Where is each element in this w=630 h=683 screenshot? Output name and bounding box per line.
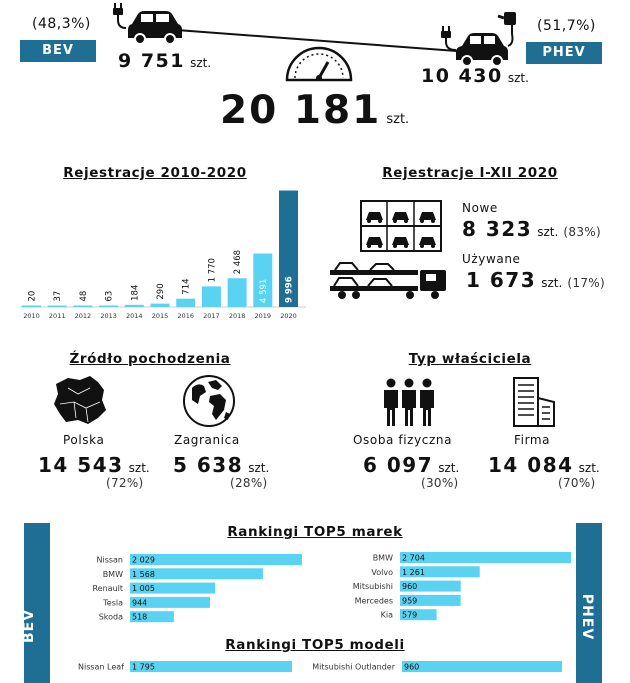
phev-count-unit: szt. — [507, 71, 529, 85]
bar-label-2011: 37 — [53, 290, 64, 302]
company-count-unit: szt. — [578, 461, 600, 475]
tick-2011: 2011 — [48, 312, 66, 320]
owner-title: Typ właściciela — [408, 351, 532, 367]
rank-category-bev-renault: Renault — [92, 584, 123, 594]
bar-label-2010: 20 — [27, 290, 38, 302]
bar-label-2016: 714 — [181, 278, 192, 295]
bar-label-2015: 290 — [156, 283, 166, 300]
rank-value-phev-mercedes: 959 — [402, 596, 418, 606]
tick-2016: 2016 — [177, 312, 194, 320]
rank-value-bev-nissan-leaf: 1 795 — [132, 662, 155, 672]
tick-2019: 2019 — [254, 312, 272, 320]
rank-value-bev-nissan: 2 029 — [132, 555, 155, 565]
rank-category-bev-bmw: BMW — [102, 569, 123, 579]
person-pct: (30%) — [421, 476, 459, 490]
used-count-value: 1 673 — [466, 268, 537, 292]
bev-count-value: 9 751 — [118, 50, 185, 72]
bev-tag: BEV — [20, 40, 96, 62]
tick-2020: 2020 — [280, 312, 297, 320]
used-pct: (17%) — [567, 276, 605, 290]
new-pct: (83%) — [563, 225, 601, 239]
bar-label-2014: 184 — [130, 284, 141, 301]
rank-bar-bev-nissan — [130, 554, 302, 565]
company-pct: (70%) — [558, 476, 596, 490]
bar-label-2019: 4 591 — [258, 278, 269, 303]
rank-value-phev-volvo: 1 261 — [402, 567, 425, 577]
new-count-value: 8 323 — [462, 217, 533, 241]
rank-value-bev-skoda: 518 — [132, 612, 148, 622]
bar-label-2013: 63 — [104, 290, 115, 302]
abroad-count-value: 5 638 — [173, 453, 244, 477]
rank-category-phev-mitsubishi: Mitsubishi — [352, 582, 393, 592]
bar-label-2020: 9 996 — [284, 276, 295, 303]
phev-count-value: 10 430 — [421, 65, 503, 87]
tick-2018: 2018 — [228, 312, 246, 320]
poland-count-unit: szt. — [128, 461, 150, 475]
rank-value-bev-bmw: 1 568 — [132, 569, 155, 579]
tick-2015: 2015 — [151, 312, 169, 320]
bev-count-unit: szt. — [190, 56, 212, 70]
total-unit: szt. — [386, 112, 410, 127]
rank-value-phev-bmw: 2 704 — [402, 553, 425, 563]
tick-2010: 2010 — [23, 312, 40, 320]
rank-value-phev-mitsubishi-outlander: 960 — [404, 662, 420, 672]
rank-value-bev-tesla: 944 — [132, 598, 148, 608]
company-count-value: 14 084 — [488, 453, 574, 477]
phev-share: (51,7%) — [537, 18, 596, 34]
abroad-pct: (28%) — [230, 476, 268, 490]
poland-label: Polska — [63, 433, 105, 447]
year2020-title: Rejestracje I-XII 2020 — [382, 165, 558, 181]
abroad-count-unit: szt. — [248, 461, 270, 475]
total-value: 20 181 — [220, 88, 382, 133]
rank-category-bev-nissan: Nissan — [96, 555, 123, 565]
phev-tag: PHEV — [526, 42, 602, 64]
rank-category-phev-bmw: BMW — [372, 553, 393, 563]
registrations-title: Rejestracje 2010-2020 — [63, 165, 247, 181]
used-label: Używane — [462, 252, 521, 266]
rank-category-bev-tesla: Tesla — [103, 598, 123, 608]
rank-bar-phev-bmw — [400, 552, 571, 563]
abroad-label: Zagranica — [174, 433, 240, 447]
poland-pct: (72%) — [106, 476, 144, 490]
used-count-unit: szt. — [541, 276, 563, 290]
rank-category-phev-kia: Kia — [380, 610, 393, 620]
phev-side-tab-label: PHEV — [579, 593, 596, 641]
new-count-unit: szt. — [537, 225, 559, 239]
tick-2014: 2014 — [126, 312, 143, 320]
rank-bar-phev-mitsubishi-outlander — [402, 661, 562, 672]
rank-category-phev-mercedes: Mercedes — [354, 596, 393, 606]
bev-side-tab-label: BEV — [21, 608, 38, 644]
company-label: Firma — [514, 433, 551, 447]
rank-category-bev-nissan-leaf: Nissan Leaf — [77, 662, 124, 672]
models-title: Rankingi TOP5 modeli — [225, 637, 405, 653]
bar-label-2017: 1 770 — [207, 258, 218, 283]
rank-category-phev-volvo: Volvo — [371, 567, 393, 577]
brands-title: Rankingi TOP5 marek — [227, 524, 403, 540]
tick-2013: 2013 — [100, 312, 117, 320]
person-label: Osoba fizyczna — [353, 433, 453, 447]
poland-count-value: 14 543 — [38, 453, 124, 477]
person-count-unit: szt. — [438, 461, 460, 475]
rank-value-phev-mitsubishi: 960 — [402, 582, 418, 592]
new-label: Nowe — [462, 201, 498, 215]
rank-category-bev-skoda: Skoda — [98, 612, 123, 622]
rank-value-phev-kia: 579 — [402, 610, 418, 620]
rank-value-bev-renault: 1 005 — [132, 584, 155, 594]
origin-title: Źródło pochodzenia — [69, 351, 231, 367]
tick-2017: 2017 — [203, 312, 220, 320]
person-count-value: 6 097 — [363, 453, 434, 477]
bev-share: (48,3%) — [32, 16, 91, 32]
rank-category-phev-mitsubishi-outlander: Mitsubishi Outlander — [312, 662, 395, 672]
bar-label-2018: 2 468 — [233, 249, 244, 275]
bar-label-2012: 48 — [78, 290, 89, 302]
tick-2012: 2012 — [74, 312, 92, 320]
